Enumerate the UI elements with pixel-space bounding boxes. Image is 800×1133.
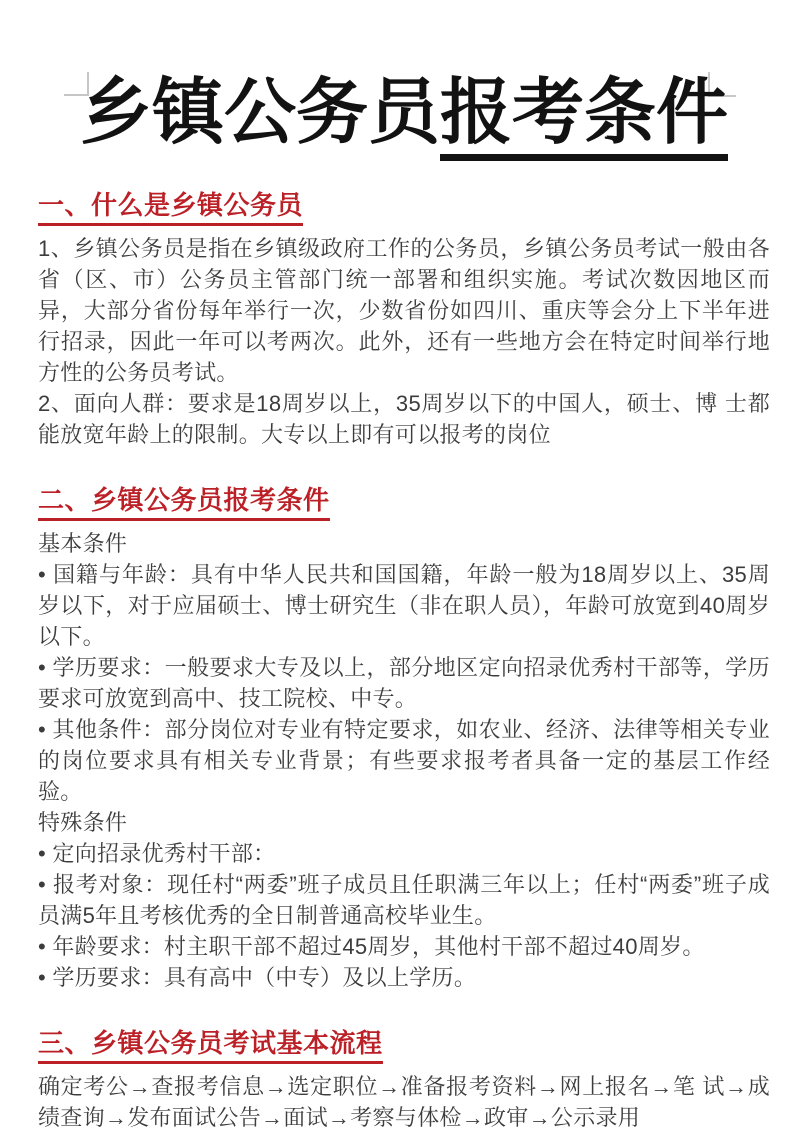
bullet-item: • 定向招录优秀村干部： bbox=[38, 841, 276, 867]
bullet-item: • 学历要求：具有高中（中专）及以上学历。 bbox=[38, 965, 477, 991]
document-title bbox=[38, 66, 770, 161]
bullet-item: • 国籍与年龄：具有中华人民共和国国籍，年龄一般为18周岁以上、35周岁以下，对于应届硕士、博士研究生（非在职人员），年龄可放宽到40周岁以下。 bbox=[38, 562, 770, 650]
section-1-body bbox=[38, 233, 770, 450]
document-title-main: 乡镇公务员 bbox=[79, 73, 440, 153]
section-requirements bbox=[38, 486, 770, 993]
subheading-basic-conditions: 基本条件 bbox=[38, 531, 128, 557]
section-3-heading: 三、乡镇公务员考试基本流程 bbox=[38, 1029, 383, 1064]
paragraph: 2、面向人群：要求是18周岁以上，35周岁以下的中国人，硕士、博 士都能放宽年龄上的限制。大专以上即有可以报考的岗位 bbox=[38, 391, 770, 448]
section-what-is bbox=[38, 191, 770, 450]
process-flow-text: 确定考公→查报考信息→选定职位→准备报考资料→网上报名→笔 试→成绩查询→发布面试公告→面试→考察与体检→政审→公示录用 bbox=[38, 1074, 770, 1131]
document-content bbox=[38, 0, 770, 1133]
subheading-special-conditions: 特殊条件 bbox=[38, 810, 128, 836]
section-exam-process bbox=[38, 1029, 770, 1133]
bullet-item: • 学历要求：一般要求大专及以上，部分地区定向招录优秀村干部等，学历要求可放宽到高中、技工院校、中专。 bbox=[38, 655, 770, 712]
paragraph: 1、乡镇公务员是指在乡镇级政府工作的公务员，乡镇公务员考试一般由各省（区、市）公务员主管部门统一部署和组织实施。考试次数因地区而异，大部分省份每年举行一次，少数省份如四川、重庆等会分上下半年进行招录，因此一年可以考两次。此外，还有一些地方会在特定时间举行地方性的公务员考试。 bbox=[38, 236, 770, 386]
section-2-heading: 二、乡镇公务员报考条件 bbox=[38, 486, 330, 521]
section-3-body bbox=[38, 1071, 770, 1133]
section-2-body bbox=[38, 528, 770, 993]
document-title-underlined: 报考条件 bbox=[440, 73, 728, 161]
section-1-heading: 一、什么是乡镇公务员 bbox=[38, 191, 303, 226]
bullet-item: • 年龄要求：村主职干部不超过45周岁，其他村干部不超过40周岁。 bbox=[38, 934, 705, 960]
bullet-item: • 其他条件：部分岗位对专业有特定要求，如农业、经济、法律等相关专业的岗位要求具有相关专业背景；有些要求报考者具备一定的基层工作经验。 bbox=[38, 717, 770, 805]
bullet-item: • 报考对象：现任村“两委”班子成员且任职满三年以上；任村“两委”班子成员满5年且考核优秀的全日制普通高校毕业生。 bbox=[38, 872, 770, 929]
